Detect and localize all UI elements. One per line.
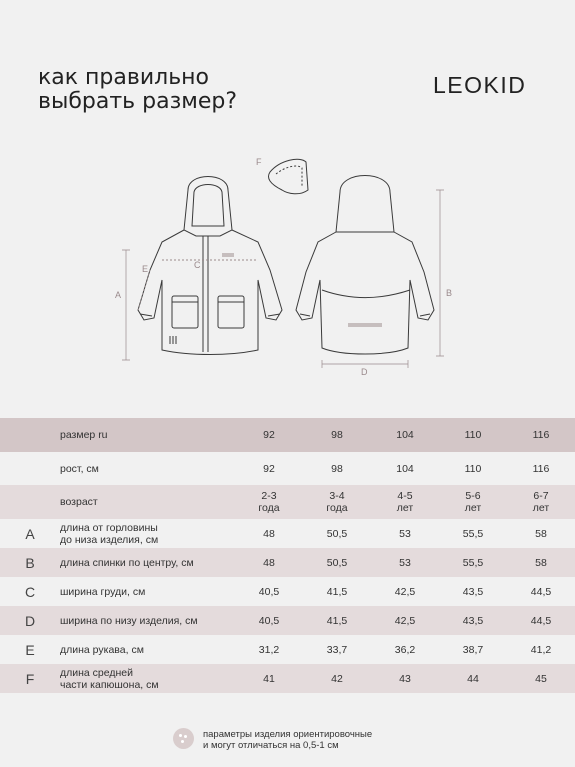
measure-cell: 38,7 — [462, 643, 484, 656]
page-title — [38, 66, 237, 114]
dim-letter-f: F — [256, 157, 262, 167]
row-label: длина средней части капюшона, см — [60, 666, 159, 691]
age-cell: 5-6 лет — [464, 490, 482, 514]
measure-cell: 53 — [399, 527, 411, 540]
measure-letter: B — [25, 554, 35, 571]
row-label: возраст — [60, 496, 98, 508]
footnote-line-2: и могут отличаться на 0,5-1 см — [203, 740, 339, 751]
row-label: ширина по низу изделия, см — [60, 614, 198, 627]
age-cell: 2-3 года — [258, 490, 280, 514]
height-cell: 110 — [464, 462, 482, 475]
size-cell: 98 — [331, 429, 343, 441]
measure-letter: E — [25, 641, 35, 658]
row-label: размер ru — [60, 429, 108, 441]
age-cell: 4-5 лет — [396, 490, 414, 514]
measure-cell: 41 — [263, 672, 275, 685]
jacket-back-drawing — [296, 176, 434, 355]
measure-letter: C — [24, 583, 36, 600]
measure-letter: A — [25, 525, 35, 542]
measure-cell: 41,5 — [326, 585, 348, 598]
measure-cell: 44 — [467, 672, 479, 685]
age-cell: 3-4 года — [326, 490, 348, 514]
height-cell: 98 — [331, 462, 343, 475]
size-cell: 92 — [263, 429, 275, 441]
measure-cell: 43,5 — [462, 614, 484, 627]
measure-cell: 45 — [535, 672, 547, 685]
title-line-2: выбрать размер? — [38, 89, 238, 114]
table-row — [0, 606, 575, 635]
size-cell: 116 — [532, 429, 550, 441]
measure-cell: 50,5 — [326, 556, 348, 569]
dim-letter-e: E — [142, 264, 149, 274]
dim-letter-b: B — [446, 288, 453, 298]
dots-circle-icon — [173, 728, 194, 749]
measure-cell: 40,5 — [258, 585, 280, 598]
dim-letter-a: A — [115, 290, 122, 300]
size-cell: 110 — [464, 429, 482, 441]
measure-cell: 43 — [399, 672, 411, 685]
measure-cell: 43,5 — [462, 585, 484, 598]
table-row — [0, 519, 575, 548]
jacket-front-drawing — [138, 177, 282, 355]
jacket-illustration — [110, 150, 470, 385]
brand-logo: LEOKID — [433, 72, 527, 98]
measure-cell: 33,7 — [326, 643, 348, 656]
height-cell: 104 — [396, 462, 414, 475]
table-row — [0, 418, 575, 452]
measure-cell: 44,5 — [530, 585, 552, 598]
row-label: длина от горловины до низа изделия, см — [60, 521, 159, 546]
title-line-1: как правильно — [38, 65, 210, 90]
measure-cell: 31,2 — [258, 643, 280, 656]
measure-cell: 58 — [535, 556, 547, 569]
measure-cell: 42 — [331, 672, 343, 685]
measure-cell: 55,5 — [462, 556, 484, 569]
footnote-text — [203, 729, 463, 751]
height-cell: 92 — [263, 462, 275, 475]
measure-cell: 36,2 — [394, 643, 416, 656]
table-row — [0, 548, 575, 577]
height-cell: 116 — [532, 462, 550, 475]
age-cell: 6-7 лет — [532, 490, 550, 514]
dimension-letters — [115, 157, 452, 377]
measure-cell: 42,5 — [394, 585, 416, 598]
dim-letter-c: C — [194, 260, 201, 270]
measure-letter: F — [25, 670, 35, 687]
table-row — [0, 664, 575, 693]
size-cell: 104 — [396, 429, 414, 441]
table-row — [0, 635, 575, 664]
measure-cell: 48 — [263, 527, 275, 540]
measure-cell: 58 — [535, 527, 547, 540]
measure-cell: 53 — [399, 556, 411, 569]
measure-letter: D — [24, 612, 36, 629]
measure-cell: 41,5 — [326, 614, 348, 627]
dim-letter-d: D — [361, 367, 368, 377]
row-label: ширина груди, см — [60, 585, 146, 598]
measure-cell: 40,5 — [258, 614, 280, 627]
measure-cell: 48 — [263, 556, 275, 569]
measure-cell: 41,2 — [530, 643, 552, 656]
measure-cell: 44,5 — [530, 614, 552, 627]
table-row — [0, 452, 575, 485]
row-label: рост, см — [60, 462, 99, 475]
measure-cell: 50,5 — [326, 527, 348, 540]
row-label: длина спинки по центру, см — [60, 556, 194, 569]
row-label: длина рукава, см — [60, 643, 144, 656]
table-row — [0, 485, 575, 519]
table-row — [0, 577, 575, 606]
measure-cell: 42,5 — [394, 614, 416, 627]
measure-cell: 55,5 — [462, 527, 484, 540]
hood-drawing — [269, 159, 309, 194]
size-table — [0, 418, 575, 693]
footnote-line-1: параметры изделия ориентировочные — [203, 729, 373, 740]
